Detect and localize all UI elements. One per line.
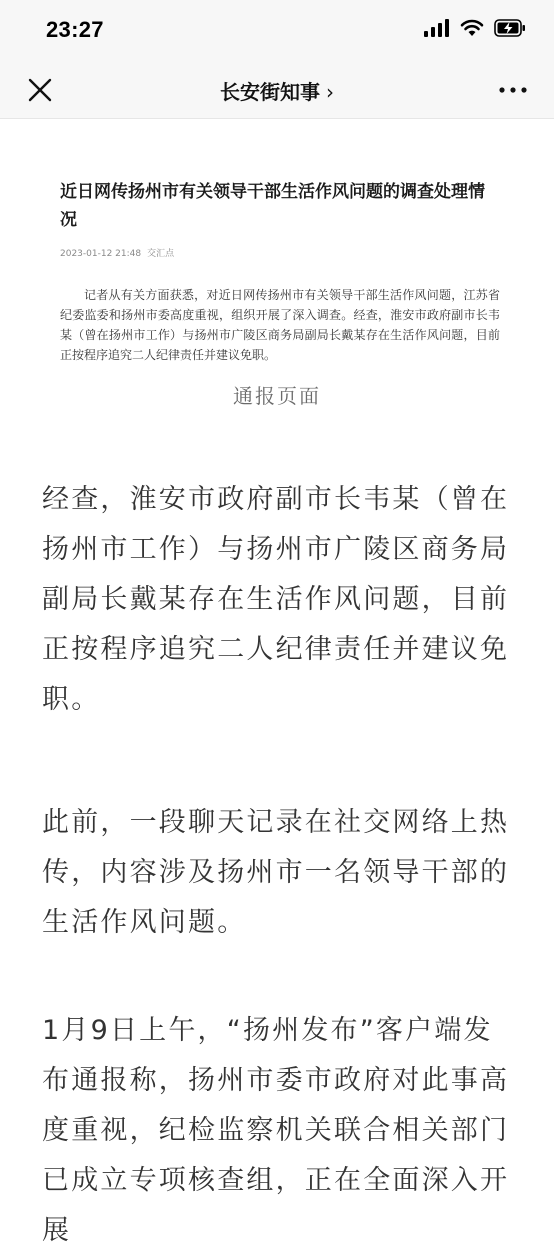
embedded-article-date: 2023-01-12 21:48 [60,249,142,259]
embedded-article-body: 记者从有关方面获悉，对近日网传扬州市有关领导干部生活作风问题，江苏省纪委监委和扬州市委高度重视，组织开展了深入调查。经查，淮安市政府副市长韦某（曾在扬州市工作）与扬州市广陵区商务局副局长戴某存在生活作风问题，目前正按程序追究二人纪律责任并建议免职。 [60,288,500,362]
account-name: 长安街知事 [220,80,320,104]
status-bar [0,0,554,60]
wifi-icon [460,19,484,37]
article-paragraph: 此前，一段聊天记录在社交网络上热传，内容涉及扬州市一名领导干部的生活作风问题。 [42,807,510,938]
chevron-right-icon: › [326,80,334,104]
status-time: 23:27 [46,17,104,42]
account-title[interactable] [0,76,554,105]
signal-icon [424,19,450,37]
article-paragraph: 1月9日上午，“扬州发布”客户端发布通报称，扬州市委市政府对此事高度重视，纪检监察机关联合相关部门已成立专项核查组，正在全面深入开展 [42,1015,510,1246]
nav-bar [0,60,554,119]
embedded-article-source: 交汇点 [147,249,175,259]
article-paragraph: 经查，淮安市政府副市长韦某（曾在扬州市工作）与扬州市广陵区商务局副局长戴某存在生活作风问题，目前正按程序追究二人纪律责任并建议免职。 [42,484,510,715]
embedded-article-meta [60,246,500,259]
embedded-article-screenshot [60,178,500,365]
image-caption: 通报页面 [233,384,321,408]
battery-charging-icon [494,19,526,37]
status-icons [424,19,526,37]
embedded-article-title: 近日网传扬州市有关领导干部生活作风问题的调查处理情况 [60,182,485,230]
more-icon[interactable] [496,76,530,104]
